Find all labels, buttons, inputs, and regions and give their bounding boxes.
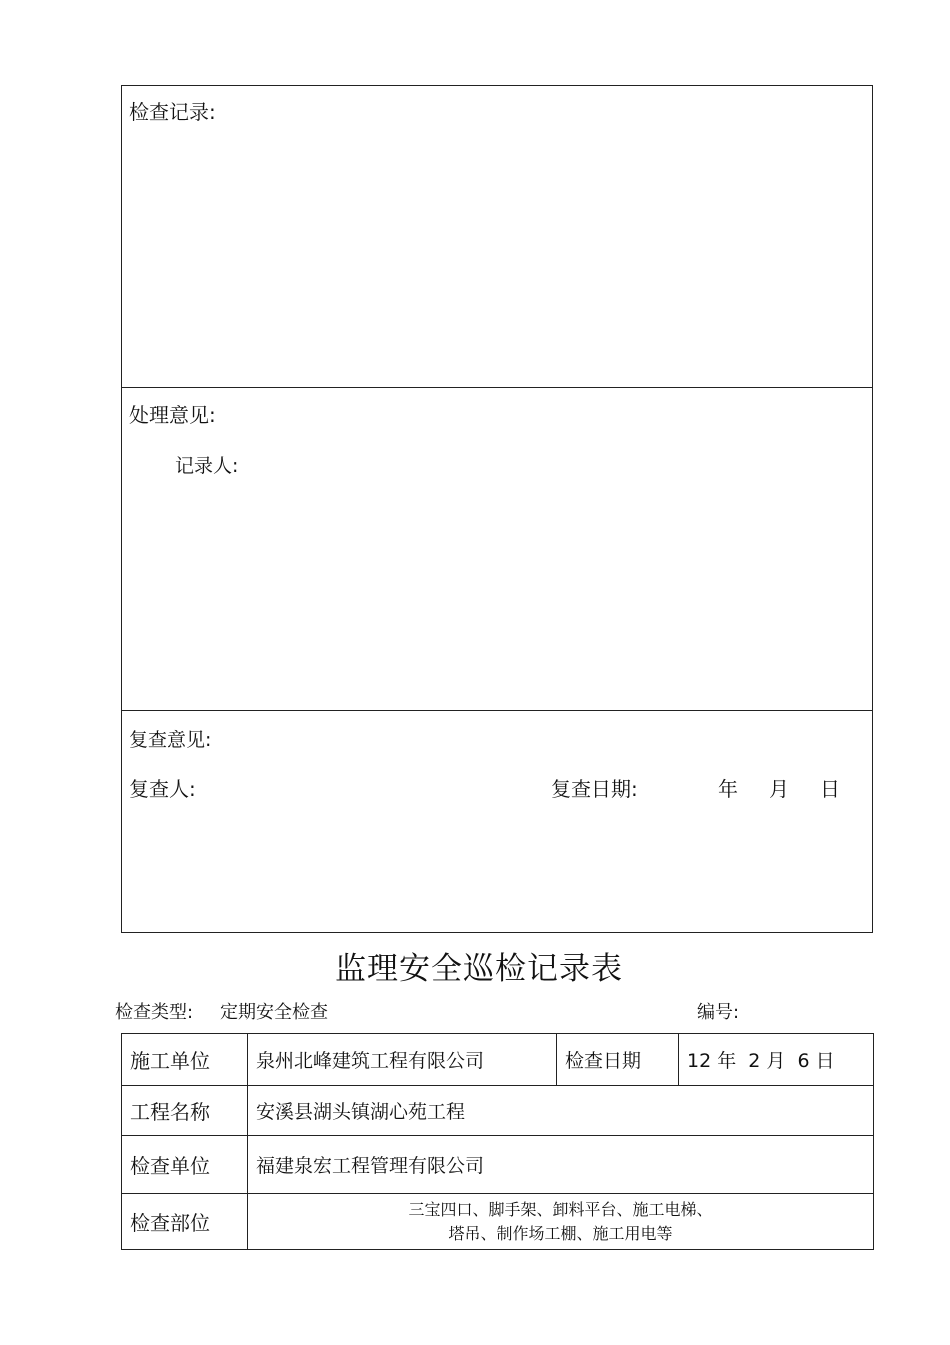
construction-unit-label: 施工单位 (122, 1034, 248, 1086)
review-date-label: 复查日期: (551, 777, 638, 801)
inspection-date-label: 检查日期 (557, 1034, 679, 1086)
inspection-record-box (121, 85, 873, 388)
table-row (122, 1034, 874, 1086)
form-title: 监理安全巡检记录表 (335, 951, 623, 987)
construction-unit-value: 泉州北峰建筑工程有限公司 (248, 1034, 557, 1086)
table-row (122, 1086, 874, 1136)
project-name-label: 工程名称 (122, 1086, 248, 1136)
day-label: 日 (820, 777, 840, 801)
reviewer-label: 复查人: (129, 777, 196, 801)
inspection-location-label: 检查部位 (122, 1194, 248, 1250)
review-box (121, 710, 873, 933)
recorder-label: 记录人: (175, 455, 239, 477)
inspection-unit-label: 检查单位 (122, 1136, 248, 1194)
handling-opinion-box (121, 387, 873, 711)
inspection-date-value: 12 年 2 月 6 日 (679, 1034, 874, 1086)
project-name-value: 安溪县湖头镇湖心苑工程 (248, 1086, 874, 1136)
inspection-type-label: 检查类型: (115, 1002, 194, 1023)
table-row (122, 1136, 874, 1194)
inspection-location-line2: 塔吊、制作场工棚、施工用电等 (448, 1223, 673, 1243)
serial-number-label: 编号: (697, 1002, 740, 1023)
review-opinion-label: 复查意见: (129, 729, 212, 751)
inspection-type-value: 定期安全检查 (220, 1002, 328, 1023)
handling-opinion-label: 处理意见: (129, 403, 216, 427)
table-row (122, 1194, 874, 1250)
inspection-location-line1: 三宝四口、脚手架、卸料平台、施工电梯、 (408, 1199, 713, 1219)
month-label: 月 (769, 777, 789, 801)
inspection-info-table (121, 1033, 874, 1250)
inspection-unit-value: 福建泉宏工程管理有限公司 (248, 1136, 874, 1194)
inspection-location-value (248, 1194, 874, 1250)
inspection-record-label: 检查记录: (129, 100, 216, 124)
year-label: 年 (718, 777, 738, 801)
